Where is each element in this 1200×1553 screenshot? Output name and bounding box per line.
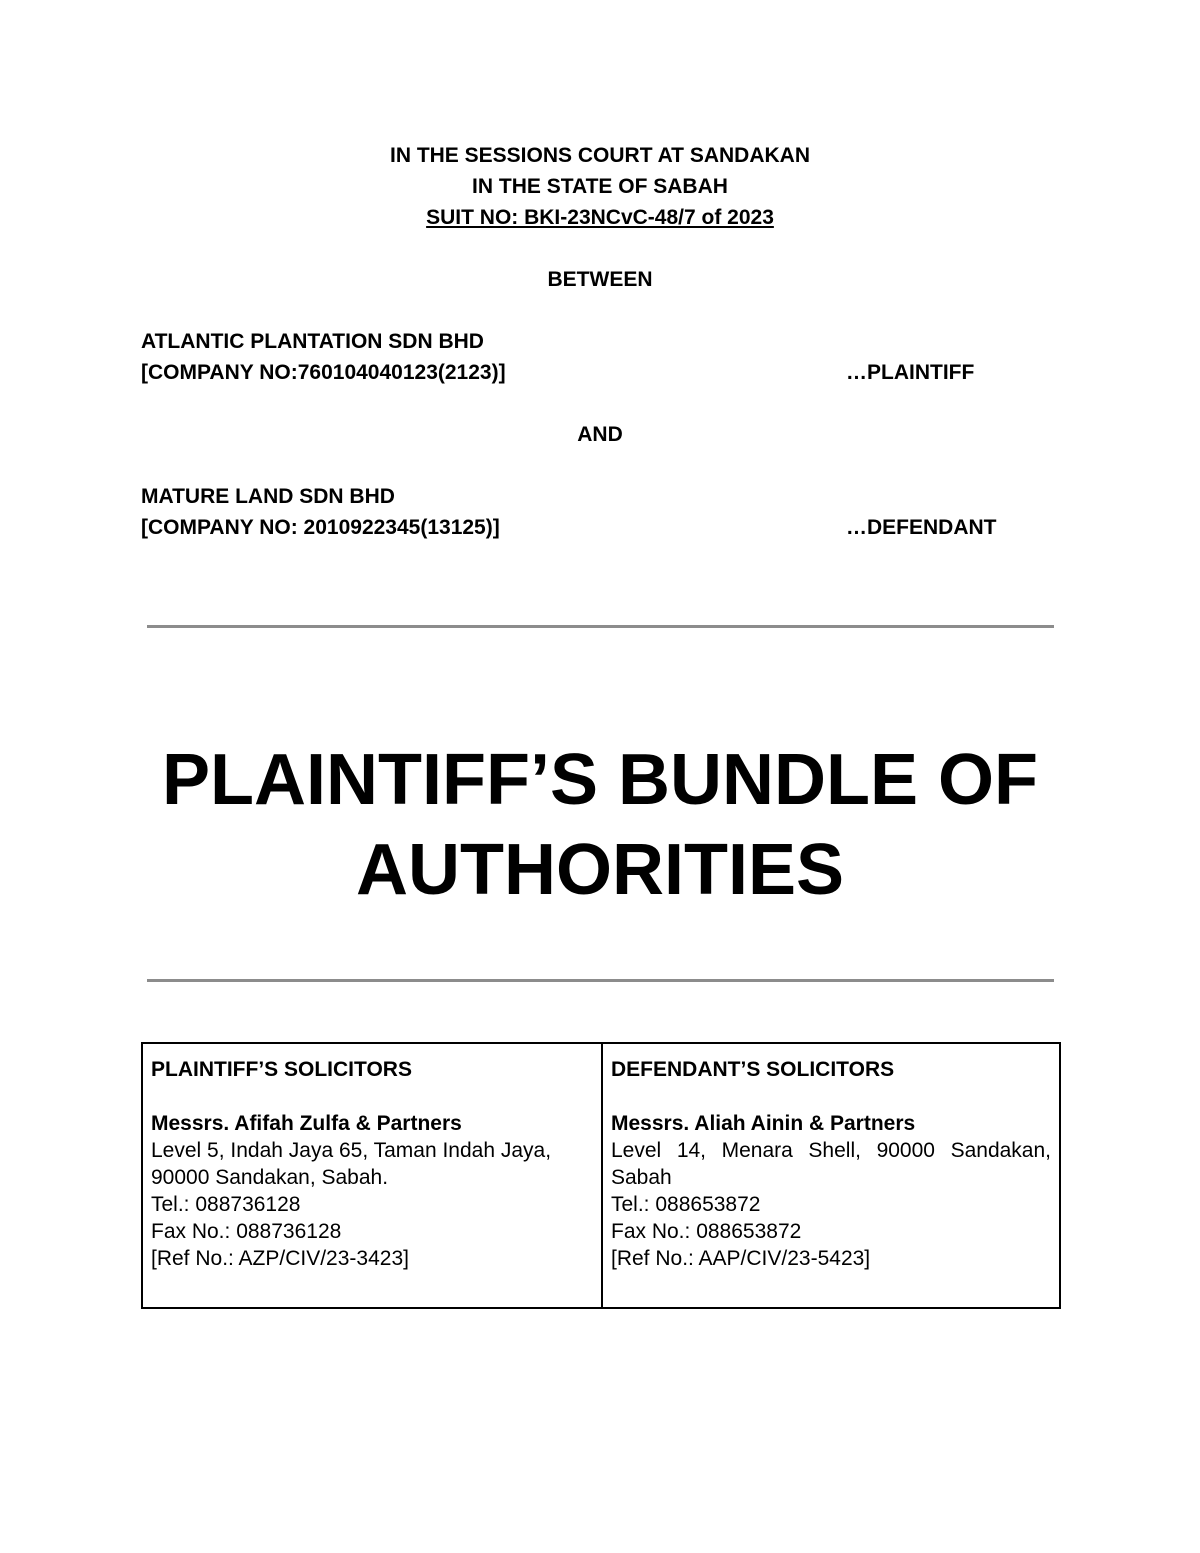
plaintiff-role: …PLAINTIFF [846,361,975,384]
defendant-solicitors-heading: DEFENDANT’S SOLICITORS [611,1058,895,1081]
top-divider [147,625,1054,628]
defendant-solicitors-address: Level 14, Menara Shell, 90000 Sandakan, Sabah [611,1139,1051,1189]
document-title [0,735,1200,915]
plaintiff-solicitors-fax: Fax No.: 088736128 [151,1220,342,1243]
court-state: IN THE STATE OF SABAH [472,175,728,198]
defendant-name: MATURE LAND SDN BHD [141,485,395,508]
plaintiff-solicitors-firm: Messrs. Afifah Zulfa & Partners [151,1112,462,1135]
and-label: AND [577,423,623,446]
court-name: IN THE SESSIONS COURT AT SANDAKAN [389,144,811,167]
plaintiff-name: ATLANTIC PLANTATION SDN BHD [141,330,484,353]
plaintiff-solicitors-ref: [Ref No.: AZP/CIV/23-3423] [151,1247,409,1270]
defendant-company-no: [COMPANY NO: 2010922345(13125)] [141,516,500,539]
document-title-line2: AUTHORITIES [355,830,844,910]
plaintiff-solicitors-tel: Tel.: 088736128 [151,1193,301,1216]
defendant-solicitors-tel: Tel.: 088653872 [611,1193,761,1216]
defendant-solicitors-fax: Fax No.: 088653872 [611,1220,802,1243]
defendant-role: …DEFENDANT [846,516,997,539]
plaintiff-solicitors-heading: PLAINTIFF’S SOLICITORS [151,1058,412,1081]
defendant-solicitors-firm: Messrs. Aliah Ainin & Partners [611,1112,916,1135]
defendant-solicitors-ref: [Ref No.: AAP/CIV/23-5423] [611,1247,871,1270]
suit-number: SUIT NO: BKI-23NCvC-48/7 of 2023 [426,206,774,229]
between-label: BETWEEN [547,268,653,291]
defendant-solicitors-cell [601,1044,1059,1307]
document-title-line1: PLAINTIFF’S BUNDLE OF [162,740,1038,820]
plaintiff-solicitors-address: Level 5, Indah Jaya 65, Taman Indah Jaya, [151,1139,552,1162]
plaintiff-company-no: [COMPANY NO:760104040123(2123)] [141,361,506,384]
solicitors-table [141,1042,1061,1309]
plaintiff-solicitors-city: 90000 Sandakan, Sabah. [151,1166,389,1189]
plaintiff-solicitors-cell [143,1044,601,1307]
bottom-divider [147,979,1054,982]
